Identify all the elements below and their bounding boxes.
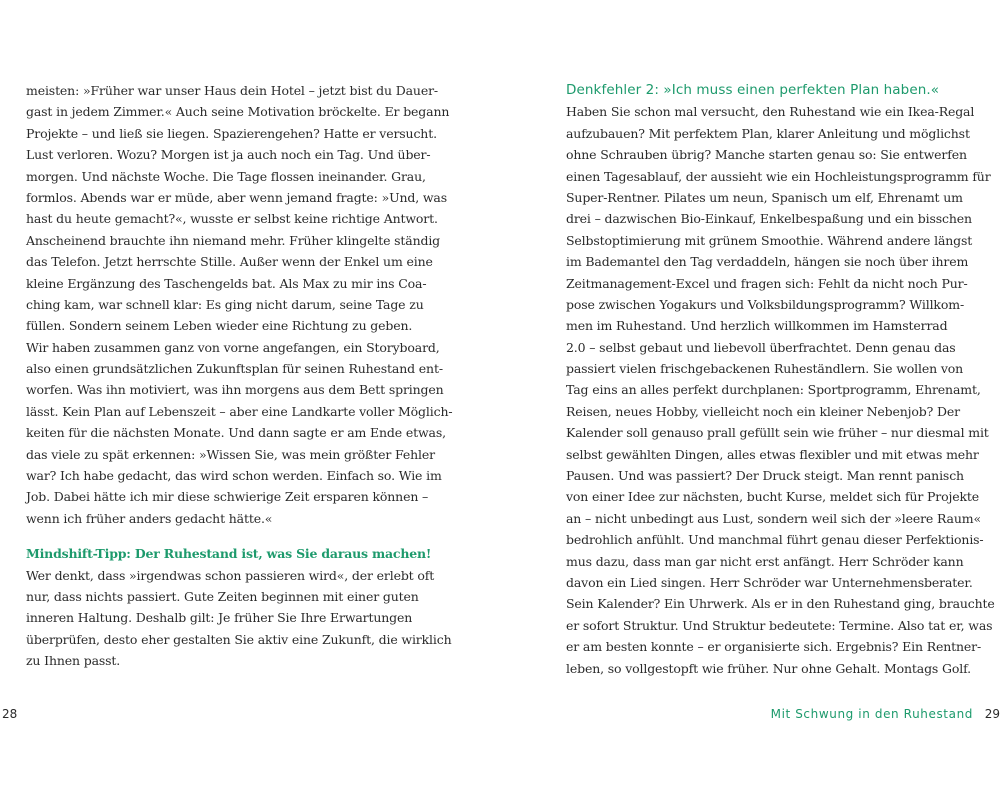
text-line: meisten: »Früher war unser Haus dein Hotel – jetzt bist du Dauer- xyxy=(26,83,438,98)
text-line: aufzubauen? Mit perfektem Plan, klarer Anleitung und möglichst xyxy=(566,125,970,141)
text-line: Tag eins an alles perfekt durchplanen: Sportprogramm, Ehrenamt, xyxy=(566,382,981,398)
text-line: ching kam, war schnell klar: Es ging nicht darum, seine Tage zu xyxy=(26,296,424,312)
text-line: Kalender soll genauso prall gefüllt sein wie früher – nur diesmal mit xyxy=(566,425,989,441)
text-line: 2.0 – selbst gebaut und liebevoll überfrachtet. Denn genau das xyxy=(566,339,956,355)
text-line: das viele zu spät erkennen: »Wissen Sie, was mein größter Fehler xyxy=(26,446,435,462)
text-line: Super-Rentner. Pilates um neun, Spanisch um elf, Ehrenamt um xyxy=(566,189,963,205)
text-line: inneren Haltung. Deshalb gilt: Je früher Sie Ihre Erwartungen xyxy=(26,610,413,626)
text-line: er am besten konnte – er organisierte sich. Ergebnis? Ein Rentner- xyxy=(566,639,982,655)
text-line: worfen. Was ihn motiviert, was ihn morgens aus dem Bett springen xyxy=(26,382,444,398)
text-line: bedrohlich anfühlt. Und manchmal führt genau dieser Perfektionis- xyxy=(566,532,984,548)
text-line: Job. Dabei hätte ich mir diese schwierige Zeit ersparen können – xyxy=(26,489,429,505)
text-line: gast in jedem Zimmer.« Auch seine Motivation bröckelte. Er begann xyxy=(26,104,450,120)
text-line: kleine Ergänzung des Taschengelds bat. Als Max zu mir ins Coa- xyxy=(26,275,427,291)
text-line: drei – dazwischen Bio-Einkauf, Enkelbespaßung und ein bisschen xyxy=(566,211,972,227)
paragraph xyxy=(26,565,456,672)
text-line: Wir haben zusammen ganz von vorne angefangen, ein Storyboard, xyxy=(26,339,440,355)
text-line: füllen. Sondern seinem Leben wieder eine Richtung zu geben. xyxy=(26,318,413,334)
text-line: Reisen, neues Hobby, vielleicht noch ein kleiner Nebenjob? Der xyxy=(566,403,960,419)
text-line: überprüfen, desto eher gestalten Sie aktiv eine Zukunft, die wirklich xyxy=(26,631,452,647)
text-line: nur, dass nichts passiert. Gute Zeiten beginnen mit einer guten xyxy=(26,588,419,604)
text-line: davon ein Lied singen. Herr Schröder war Unternehmensberater. xyxy=(566,574,973,590)
text-line: morgen. Und nächste Woche. Die Tage flossen ineinander. Grau, xyxy=(26,168,426,184)
text-line: Selbstoptimierung mit grünem Smoothie. Während andere längst xyxy=(566,232,973,248)
text-line: wenn ich früher anders gedacht hätte.« xyxy=(26,510,273,526)
text-line: im Bademantel den Tag verdaddeln, hängen sie noch über ihrem xyxy=(566,254,969,270)
text-line: Lust verloren. Wozu? Morgen ist ja auch noch ein Tag. Und über- xyxy=(26,147,431,163)
text-line: pose zwischen Yogakurs und Volksbildungsprogramm? Willkom- xyxy=(566,296,965,312)
text-line: er sofort Struktur. Und Struktur bedeutete: Termine. Also tat er, was xyxy=(566,617,993,633)
text-line: men im Ruhestand. Und herzlich willkommen im Hamsterrad xyxy=(566,318,948,334)
text-line: Anscheinend brauchte ihn niemand mehr. Früher klingelte ständig xyxy=(26,232,441,248)
text-line: selbst gewählten Dingen, alles etwas flexibler und mit etwas mehr xyxy=(566,446,979,462)
text-line: an – nicht unbedingt aus Lust, sondern weil sich der »leere Raum« xyxy=(566,510,981,526)
text-line: also einen grundsätzlichen Zukunftsplan für seinen Ruhestand ent- xyxy=(26,361,443,377)
text-line: das Telefon. Jetzt herrschte Stille. Außer wenn der Enkel um eine xyxy=(26,254,433,270)
text-line: Wer denkt, dass »irgendwas schon passieren wird«, der erlebt oft xyxy=(26,567,435,583)
left-page-column xyxy=(26,80,456,672)
text-line: zu Ihnen passt. xyxy=(26,653,121,669)
section-heading: Denkfehler 2: »Ich muss einen perfekten Plan haben.« xyxy=(566,82,940,98)
tip-heading: Mindshift-Tipp: Der Ruhestand ist, was Sie daraus machen! xyxy=(26,546,432,562)
text-line: Sein Kalender? Ein Uhrwerk. Als er in den Ruhestand ging, brauchte xyxy=(566,596,995,612)
text-line: mus dazu, dass man gar nicht erst anfängt. Herr Schröder kann xyxy=(566,553,964,569)
paragraph xyxy=(26,337,456,530)
text-line: hast du heute gemacht?«, wusste er selbst keine richtige Antwort. xyxy=(26,211,438,227)
text-line: passiert vielen frischgebackenen Ruheständlern. Sie wollen von xyxy=(566,361,964,377)
paragraph-gap xyxy=(26,529,456,543)
text-line: Pausen. Und was passiert? Der Druck steigt. Man rennt panisch xyxy=(566,468,964,484)
text-line: ohne Schrauben übrig? Manche starten genau so: Sie entwerfen xyxy=(566,147,967,163)
text-line: Zeitmanagement-Excel und fragen sich: Fehlt da nicht noch Pur- xyxy=(566,275,968,291)
text-line: lässt. Kein Plan auf Lebenszeit – aber eine Landkarte voller Möglich- xyxy=(26,403,453,419)
text-line: keiten für die nächsten Monate. Und dann sagte er am Ende etwas, xyxy=(26,425,446,441)
paragraph xyxy=(26,80,456,337)
page-number-right: 29 xyxy=(984,707,1000,721)
page-number-left: 28 xyxy=(2,707,18,721)
text-line: formlos. Abends war er müde, aber wenn jemand fragte: »Und, was xyxy=(26,189,447,205)
paragraph xyxy=(566,101,995,679)
text-line: war? Ich habe gedacht, das wird schon werden. Einfach so. Wie im xyxy=(26,468,442,484)
text-line: Projekte – und ließ sie liegen. Spazierengehen? Hatte er versucht. xyxy=(26,125,437,141)
text-line: Haben Sie schon mal versucht, den Ruhestand wie ein Ikea-Regal xyxy=(566,104,975,120)
running-head: Mit Schwung in den Ruhestand xyxy=(770,707,973,721)
right-page-column xyxy=(566,80,995,679)
text-line: einen Tagesablauf, der aussieht wie ein Hochleistungsprogramm für xyxy=(566,168,991,184)
text-line: leben, so vollgestopft wie früher. Nur ohne Gehalt. Montags Golf. xyxy=(566,660,971,676)
text-line: von einer Idee zur nächsten, bucht Kurse, meldet sich für Projekte xyxy=(566,489,980,505)
